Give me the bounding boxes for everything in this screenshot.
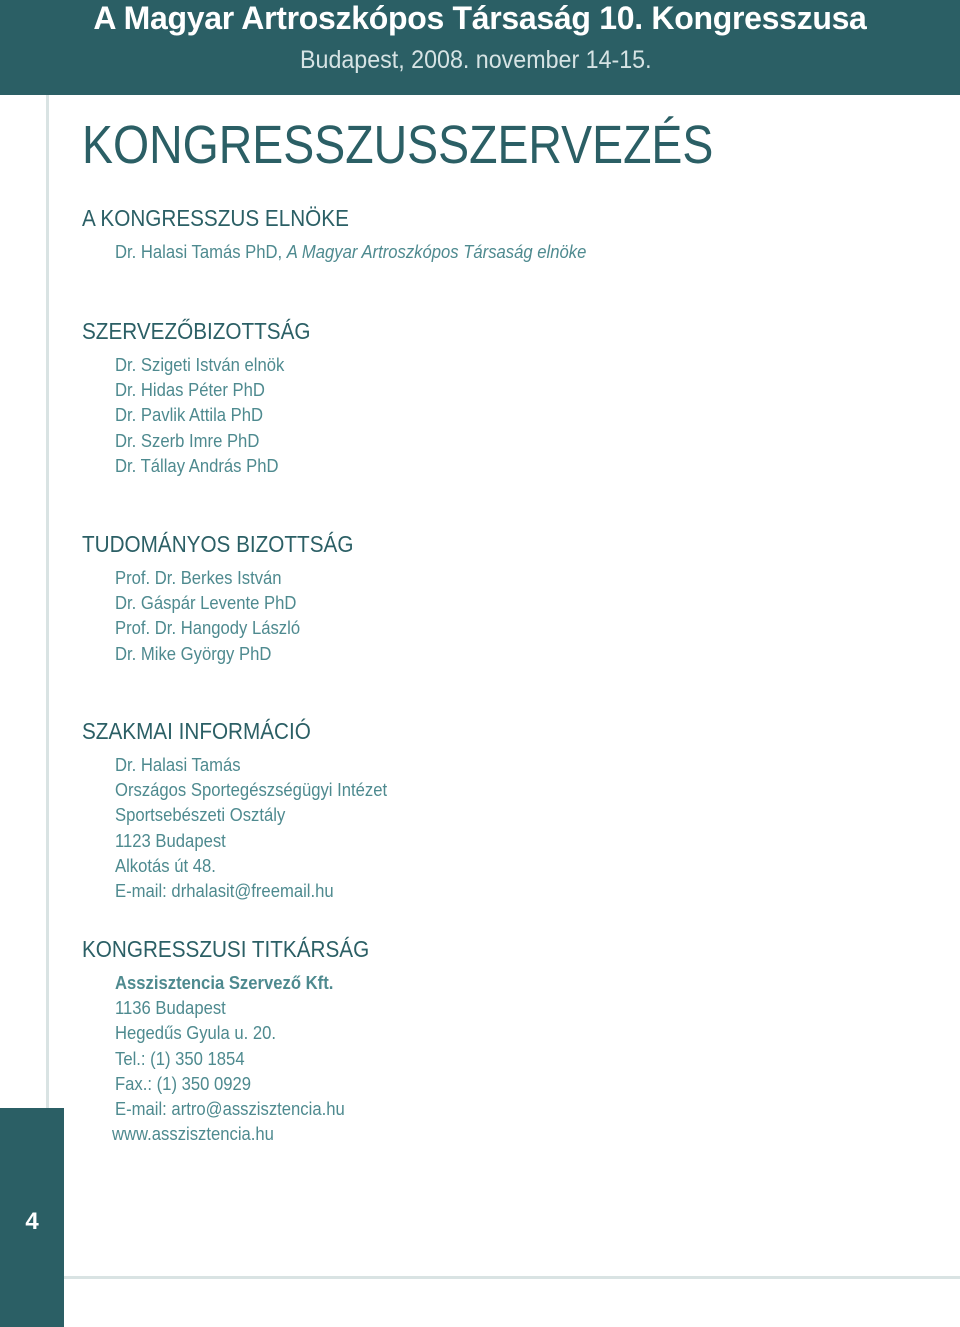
section-professional-info	[82, 717, 417, 903]
email-line: E-mail: drhalasit@freemail.hu	[115, 880, 334, 902]
fax-line: Fax.: (1) 350 0929	[115, 1072, 252, 1094]
page-title: KONGRESSZUSSZERVEZÉS	[82, 115, 714, 175]
congress-title: A Magyar Artroszkópos Társaság 10. Kongresszusa	[93, 0, 867, 36]
phone-line: Tel.: (1) 350 1854	[115, 1047, 245, 1069]
committee-member: Dr. Szigeti István elnök	[115, 354, 285, 375]
committee-member: Prof. Dr. Berkes István	[115, 567, 282, 588]
committee-member: Dr. Hidas Péter PhD	[115, 379, 265, 401]
section-heading: KONGRESSZUSI TITKÁRSÁG	[82, 936, 370, 962]
section-president	[82, 204, 639, 264]
info-line: Országos Sportegészségügyi Intézet	[115, 779, 388, 801]
info-line: 1136 Budapest	[115, 997, 226, 1019]
info-line: Alkotás út 48.	[115, 854, 216, 876]
section-scientific-committee	[82, 530, 384, 666]
committee-member: Prof. Dr. Hangody László	[115, 617, 301, 639]
company-name: Asszisztencia Szervező Kft.	[115, 972, 334, 993]
president-line	[115, 239, 586, 264]
committee-member: Dr. Szerb Imre PhD	[115, 429, 260, 451]
section-heading: SZAKMAI INFORMÁCIÓ	[82, 718, 311, 744]
info-line: Dr. Halasi Tamás	[115, 754, 241, 775]
committee-member: Dr. Pavlik Attila PhD	[115, 404, 264, 426]
president-role: A Magyar Artroszkópos Társaság elnöke	[286, 241, 587, 262]
info-line: Sportsebészeti Osztály	[115, 804, 286, 826]
left-divider	[46, 95, 49, 1110]
section-heading: TUDOMÁNYOS BIZOTTSÁG	[82, 531, 354, 557]
page-header	[0, 0, 960, 95]
section-organizing-committee	[82, 317, 336, 478]
section-heading: SZERVEZŐBIZOTTSÁG	[82, 318, 311, 344]
committee-member: Dr. Mike György PhD	[115, 642, 272, 664]
email-line: E-mail: artro@asszisztencia.hu	[115, 1098, 345, 1120]
congress-date-location: Budapest, 2008. november 14-15.	[300, 46, 652, 74]
committee-member: Dr. Gáspár Levente PhD	[115, 592, 297, 614]
section-secretariat	[82, 935, 401, 1146]
info-line: Hegedűs Gyula u. 20.	[115, 1022, 277, 1044]
page-number: 4	[25, 1208, 39, 1235]
website-link[interactable]: www.asszisztencia.hu	[112, 1123, 274, 1145]
president-name: Dr. Halasi Tamás PhD,	[115, 241, 287, 262]
info-line: 1123 Budapest	[115, 829, 226, 851]
bottom-divider	[64, 1276, 960, 1279]
committee-member: Dr. Tállay András PhD	[115, 454, 279, 476]
section-heading: A KONGRESSZUS ELNÖKE	[82, 205, 349, 231]
